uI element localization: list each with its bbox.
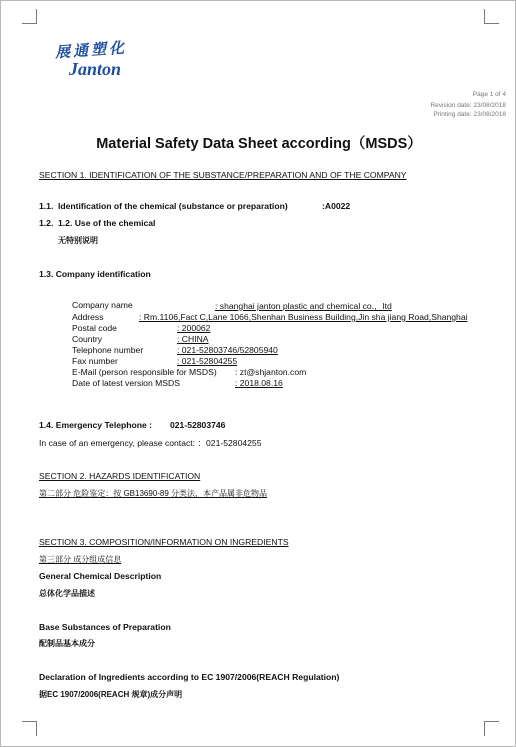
document-title: Material Safety Data Sheet according（MSDS） (96, 136, 422, 152)
company-logo: Janton (69, 59, 122, 79)
msds-date-value: : 2018.08.16 (235, 378, 283, 388)
base-substances-label: Base Substances of Preparation (39, 622, 171, 632)
general-chemical-description-label: General Chemical Description (39, 571, 162, 581)
address-label: Address (72, 312, 104, 322)
revision-date: Revision date: 23/08/2018 (430, 102, 506, 109)
section-2-chinese: 第二部分 危险鉴定：按 GB13690-89 分类法，本产品属非危物品 (39, 489, 268, 498)
emergency-contact-text: In case of an emergency, please contact: ：021-52804255 (39, 438, 262, 448)
printing-date: Printing date: 23/08/2018 (433, 111, 506, 118)
section-1-1-label: Identification of the chemical (substance or preparation) (58, 201, 288, 211)
crop-mark-top-right (484, 9, 499, 24)
section-1-1-value: :A0022 (322, 201, 351, 211)
postal-code-label: Postal code (72, 323, 117, 333)
country-value: : CHINA (177, 334, 209, 344)
crop-mark-bottom-right (484, 721, 499, 736)
postal-code-value: : 200062 (177, 323, 211, 333)
emergency-telephone-value: 021-52803746 (170, 420, 226, 430)
general-chemical-description-chinese: 总体化学品描述 (39, 589, 95, 598)
section-2-heading: SECTION 2. HAZARDS IDENTIFICATION (39, 471, 201, 481)
page-number: Page 1 of 4 (472, 91, 506, 98)
telephone-label: Telephone number (72, 345, 144, 355)
telephone-value: : 021-52803746/52805940 (177, 345, 278, 355)
declaration-label: Declaration of Ingredients according to EC 1907/2006(REACH Regulation) (39, 672, 340, 682)
section-1-3-label: 1.3. Company identification (39, 269, 151, 279)
company-name-label: Company name (72, 300, 133, 310)
section-1-2-number: 1.2. (39, 218, 54, 228)
msds-date-label: Date of latest version MSDS (72, 378, 180, 388)
fax-value: : 021-52804255 (177, 356, 238, 366)
section-3-heading: SECTION 3. COMPOSITION/INFORMATION ON INGREDIENTS (39, 537, 289, 547)
email-label: E-Mail (person responsible for MSDS) (72, 367, 217, 377)
section-3-chinese: 第三部分 成分组成信息 (39, 555, 122, 564)
address-value: : Rm.1106,Fact C,Lane 1066,Shenhan Business Building,Jin sha jiang Road,Shanghai (139, 312, 468, 322)
base-substances-chinese: 配制品基本成分 (39, 639, 95, 648)
email-value: : zt@shjanton.com (235, 367, 307, 377)
declaration-chinese: 据EC 1907/2006(REACH 规章)成分声明 (39, 690, 183, 699)
section-1-2-label: 1.2. Use of the chemical (58, 218, 156, 228)
emergency-telephone-label: 1.4. Emergency Telephone : (39, 420, 153, 430)
fax-label: Fax number (72, 356, 118, 366)
section-1-1-number: 1.1. (39, 201, 54, 211)
country-label: Country (72, 334, 103, 344)
company-logo-chinese: 展通塑化 (54, 38, 128, 62)
company-name-value: : shanghai janton plastic and chemical co.，ltd (215, 301, 392, 311)
crop-mark-bottom-left (22, 721, 37, 736)
section-1-heading: SECTION 1. IDENTIFICATION OF THE SUBSTANCE/PREPARATION AND OF THE COMPANY (39, 170, 407, 180)
section-1-2-value: 无特别说明 (58, 236, 98, 245)
crop-mark-top-left (22, 9, 37, 24)
